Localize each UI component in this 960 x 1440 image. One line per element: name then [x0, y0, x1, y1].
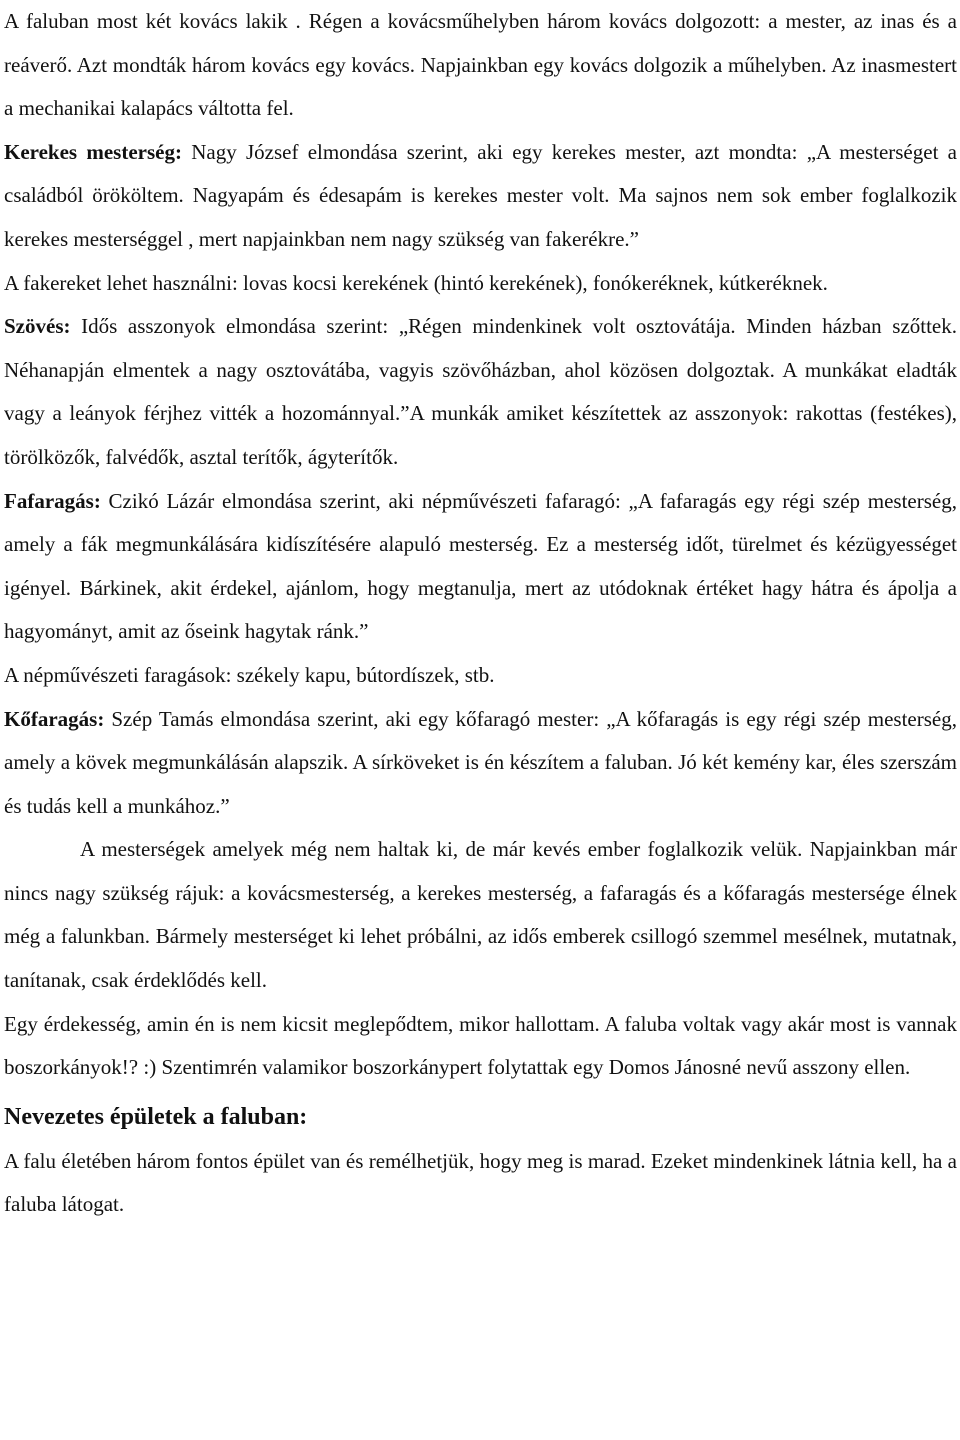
- paragraph-text: A fakereket lehet használni: lovas kocsi kerekének (hintó kerekének), fonókeréknek, kútkeréknek.: [4, 270, 828, 295]
- paragraph-label-kofaragas: Kőfaragás:: [4, 706, 105, 731]
- paragraph-mestersegek: [4, 828, 957, 1002]
- section-heading: Nevezetes épületek a faluban:: [4, 1103, 308, 1130]
- paragraph-erdekesseg: [4, 1003, 957, 1090]
- paragraph-text: A népművészeti faragások: székely kapu, bútordíszek, stb.: [4, 662, 495, 687]
- paragraph-text: A faluban most két kovács lakik . Régen a kovácsműhelyben három kovács dolgozott: a mester, az inas és a reáverő. Azt mondták három kovács egy kovács. Napjainkban egy kovács dolgozik a műhelyben. Az inasmestert a mechanikai kalapács váltotta fel.: [4, 9, 957, 121]
- paragraph-kovacs: [4, 0, 957, 131]
- paragraph-text: A mesterségek amelyek még nem haltak ki, de már kevés ember foglalkozik velük. Napjainkban már nincs nagy szükség rájuk: a kovácsmesterség, a kerekes mesterség, a fafaragás és a kőfaragás mestersége élnek még a falunkban. Bármely mesterséget ki lehet próbálni, az idős emberek csillogó szemmel mesélnek, mutatnak, tanítanak, csak érdeklődés kell.: [4, 837, 957, 993]
- paragraph-kerekes: [4, 131, 957, 262]
- paragraph-kofaragas: [4, 698, 957, 829]
- paragraph-text: Nagy József elmondása szerint, aki egy kerekes mester, azt mondta: „A mesterséget a családból örököltem. Nagyapám és édesapám is kerekes mester volt. Ma sajnos nem sok ember foglalkozik kerekes mesterséggel , mert napjainkban nem nagy szükség van fakerékre.”: [4, 139, 957, 251]
- paragraph-label-fafaragas: Fafaragás:: [4, 488, 101, 513]
- paragraph-fafaragas: [4, 480, 957, 654]
- paragraph-text: Egy érdekesség, amin én is nem kicsit meglepődtem, mikor hallottam. A faluba voltak vagy akár most is vannak boszorkányok!? :) Szentimrén valamikor boszorkánypert folytattak egy Domos Jánosné nevű asszony ellen.: [4, 1011, 957, 1080]
- paragraph-nepmuveszeti: [4, 654, 957, 698]
- paragraph-label-kerekes: Kerekes mesterség:: [4, 139, 182, 164]
- paragraph-text: Idős asszonyok elmondása szerint: „Régen mindenkinek volt osztovátája. Minden házban szőttek. Néhanapján elmentek a nagy osztovátába, vagyis szövőházban, ahol közösen dolgoztak. A munkákat eladták vagy a leányok férjhez vitték a hozománnyal.”A munkák amiket készítettek az asszonyok: rakottas (festékes), törölközők, falvédők, asztal terítők, ágyterítők.: [4, 314, 957, 469]
- paragraph-fakerek: [4, 262, 957, 306]
- paragraph-text: Czikó Lázár elmondása szerint, aki népművészeti fafaragó: „A fafaragás egy régi szép mesterség, amely a fák megmunkálására kidíszítésére alapuló mesterség. Ez a mesterség időt, türelmet és kézügyességet igényel. Bárkinek, akit érdekel, ajánlom, hogy megtanulja, mert az utódoknak értéket hagy hátra és ápolja a hagyományt, amit az őseink hagytak ránk.”: [4, 488, 957, 644]
- paragraph-label-szoves: Szövés:: [4, 314, 71, 339]
- paragraph-text: A falu életében három fontos épület van és remélhetjük, hogy meg is marad. Ezeket mindenkinek látnia kell, ha a faluba látogat.: [4, 1148, 957, 1217]
- document-page: [4, 0, 957, 1227]
- paragraph-szoves: [4, 305, 957, 479]
- paragraph-epuletek: [4, 1140, 957, 1227]
- paragraph-text: Szép Tamás elmondása szerint, aki egy kőfaragó mester: „A kőfaragás is egy régi szép mesterség, amely a kövek megmunkálásán alapszik. A sírköveket is én készítem a faluban. Jó két kemény kar, éles szerszám és tudás kell a munkához.”: [4, 706, 957, 818]
